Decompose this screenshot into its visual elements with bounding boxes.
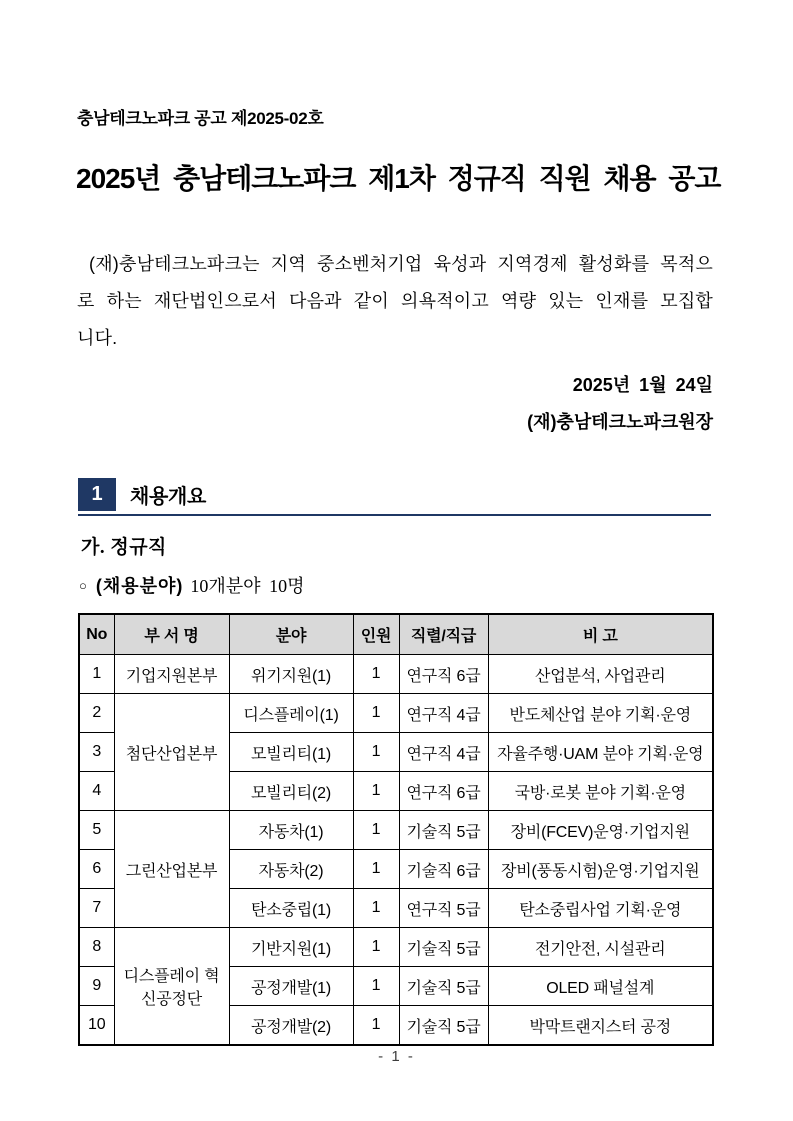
cell-grade: 기술직 5급: [399, 967, 488, 1006]
cell-no: 2: [79, 694, 114, 733]
cell-note: 전기안전, 시설관리: [488, 928, 713, 967]
bullet-line: [79, 572, 793, 598]
table-header-cell: 비 고: [488, 614, 713, 655]
table-row: [79, 811, 713, 850]
cell-headcount: 1: [353, 1006, 399, 1046]
cell-headcount: 1: [353, 694, 399, 733]
cell-grade: 연구직 6급: [399, 772, 488, 811]
cell-grade: 연구직 4급: [399, 694, 488, 733]
cell-no: 5: [79, 811, 114, 850]
bullet-text: 10개분야 10명: [190, 576, 305, 596]
cell-note: 박막트랜지스터 공정: [488, 1006, 713, 1046]
cell-no: 9: [79, 967, 114, 1006]
bullet-label: (채용분야): [95, 576, 184, 596]
cell-grade: 기술직 5급: [399, 928, 488, 967]
cell-headcount: 1: [353, 811, 399, 850]
cell-no: 1: [79, 655, 114, 694]
cell-field: 자동차(1): [229, 811, 353, 850]
cell-department: 기업지원본부: [114, 655, 229, 694]
page-number: - 1 -: [378, 1048, 415, 1065]
table-row: [79, 655, 713, 694]
cell-field: 자동차(2): [229, 850, 353, 889]
cell-grade: 기술직 6급: [399, 850, 488, 889]
cell-no: 7: [79, 889, 114, 928]
cell-headcount: 1: [353, 655, 399, 694]
cell-note: 장비(풍동시험)운영·기업지원: [488, 850, 713, 889]
announcement-date: 2025년 1월 24일: [572, 375, 713, 395]
signature-line: (재)충남테크노파크원장: [527, 412, 713, 432]
page-title: 2025년 충남테크노파크 제1차 정규직 직원 채용 공고: [76, 163, 721, 194]
cell-headcount: 1: [353, 967, 399, 1006]
table-header-cell: No: [79, 614, 114, 655]
cell-no: 4: [79, 772, 114, 811]
cell-note: 탄소중립사업 기획·운영: [488, 889, 713, 928]
table-header-cell: 분야: [229, 614, 353, 655]
table-header-cell: 인원: [353, 614, 399, 655]
intro-paragraph: (재)충남테크노파크는 지역 중소벤처기업 육성과 지역경제 활성화를 목적으로 하는 재단법인으로서 다음과 같이 의욕적이고 역량 있는 인재를 모집합니다.: [77, 254, 713, 348]
cell-department: 디스플레이 혁신공정단: [114, 928, 229, 1046]
cell-field: 모빌리티(2): [229, 772, 353, 811]
cell-department: 첨단산업본부: [114, 694, 229, 811]
cell-headcount: 1: [353, 772, 399, 811]
cell-field: 탄소중립(1): [229, 889, 353, 928]
cell-no: 6: [79, 850, 114, 889]
cell-headcount: 1: [353, 889, 399, 928]
cell-grade: 연구직 4급: [399, 733, 488, 772]
cell-field: 공정개발(1): [229, 967, 353, 1006]
table-header-row: [79, 614, 713, 655]
cell-note: 국방·로봇 분야 기획·운영: [488, 772, 713, 811]
subsection-heading: 가. 정규직: [81, 537, 167, 558]
cell-no: 10: [79, 1006, 114, 1046]
table-header-cell: 직렬/직급: [399, 614, 488, 655]
cell-grade: 연구직 5급: [399, 889, 488, 928]
cell-no: 8: [79, 928, 114, 967]
recruitment-table: [78, 613, 714, 1046]
cell-grade: 기술직 5급: [399, 811, 488, 850]
cell-headcount: 1: [353, 850, 399, 889]
cell-no: 3: [79, 733, 114, 772]
cell-field: 공정개발(2): [229, 1006, 353, 1046]
doc-number: 충남테크노파크 공고 제2025-02호: [77, 109, 324, 128]
cell-note: 자율주행·UAM 분야 기획·운영: [488, 733, 713, 772]
cell-note: 장비(FCEV)운영·기업지원: [488, 811, 713, 850]
cell-grade: 연구직 6급: [399, 655, 488, 694]
table-header-cell: 부 서 명: [114, 614, 229, 655]
cell-note: 산업분석, 사업관리: [488, 655, 713, 694]
circle-bullet-icon: ○: [79, 578, 87, 593]
cell-headcount: 1: [353, 928, 399, 967]
cell-field: 위기지원(1): [229, 655, 353, 694]
table-row: [79, 694, 713, 733]
cell-note: 반도체산업 분야 기획·운영: [488, 694, 713, 733]
section-header: [78, 478, 711, 516]
cell-field: 모빌리티(1): [229, 733, 353, 772]
cell-field: 기반지원(1): [229, 928, 353, 967]
cell-grade: 기술직 5급: [399, 1006, 488, 1046]
section-title: 채용개요: [130, 486, 207, 508]
cell-department: 그린산업본부: [114, 811, 229, 928]
cell-headcount: 1: [353, 733, 399, 772]
table-row: [79, 928, 713, 967]
cell-field: 디스플레이(1): [229, 694, 353, 733]
cell-note: OLED 패널설계: [488, 967, 713, 1006]
section-number-badge: 1: [78, 478, 116, 511]
